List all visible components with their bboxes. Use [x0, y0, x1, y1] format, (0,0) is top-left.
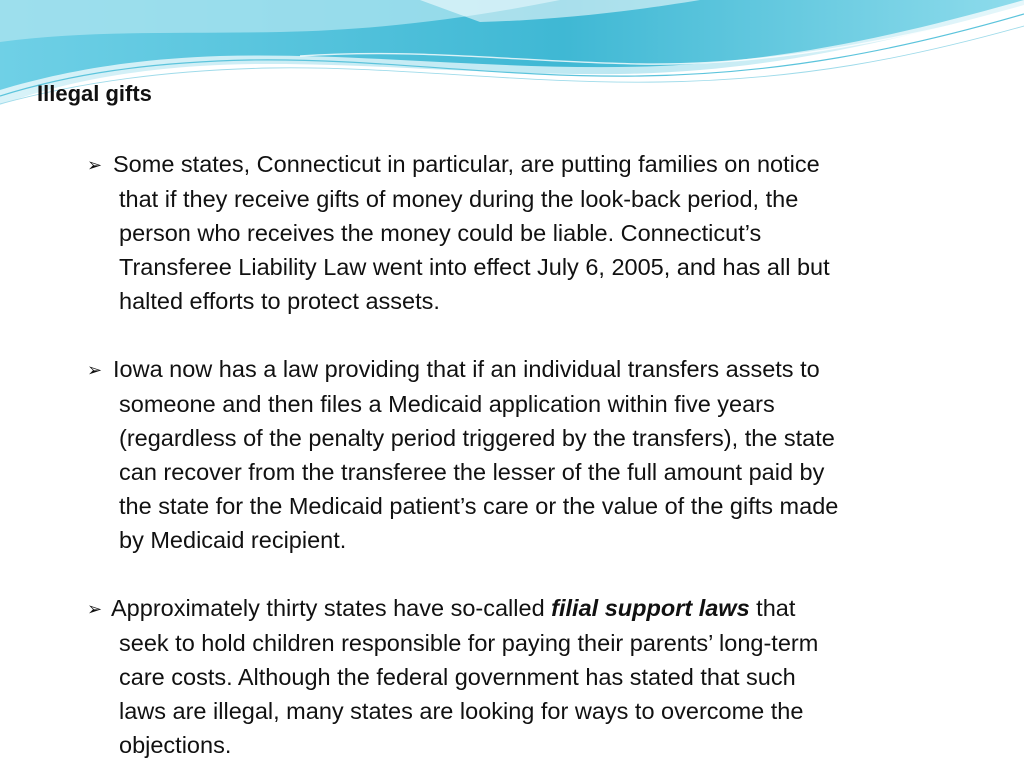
arrow-bullet-icon: ➢ [87, 155, 103, 175]
bullet-iowa [87, 352, 1007, 557]
bullet-text: person who receives the money could be liable. Connecticut’s [119, 220, 762, 246]
bullet-text: that [749, 595, 796, 621]
slide-title: Illegal gifts [37, 81, 152, 106]
header-wave-decoration [0, 0, 1024, 120]
arrow-bullet-icon: ➢ [87, 360, 103, 380]
bullet-text: Some states, Connecticut in particular, are putting families on notice [113, 151, 820, 177]
bullet-text: halted efforts to protect assets. [119, 288, 440, 314]
arrow-bullet-icon: ➢ [87, 599, 103, 619]
bullet-first-line [87, 591, 1007, 626]
bullet-text: someone and then files a Medicaid application within five years [119, 391, 775, 417]
bullet-text: Transferee Liability Law went into effect July 6, 2005, and has all but [119, 254, 830, 280]
bullet-filial-support [87, 591, 1007, 762]
bullet-text: Approximately thirty states have so-called [111, 595, 552, 621]
bullet-first-line [87, 352, 1007, 387]
bullet-connecticut [87, 147, 1007, 318]
bullet-text: the state for the Medicaid patient’s care or the value of the gifts made [119, 493, 839, 519]
bullet-text: Iowa now has a law providing that if an individual transfers assets to [113, 356, 820, 382]
bullet-text: (regardless of the penalty period triggered by the transfers), the state [119, 425, 835, 451]
bullet-text: seek to hold children responsible for paying their parents’ long-term [119, 630, 819, 656]
bullet-text: that if they receive gifts of money during the look-back period, the [119, 186, 799, 212]
bullet-text: objections. [119, 732, 232, 758]
bullet-text: can recover from the transferee the lesser of the full amount paid by [119, 459, 825, 485]
bullet-first-line [87, 147, 1007, 182]
bullet-text: laws are illegal, many states are looking for ways to overcome the [119, 698, 804, 724]
emphasized-term: filial support laws [551, 595, 750, 621]
bullet-text: by Medicaid recipient. [119, 527, 347, 553]
bullet-text: care costs. Although the federal government has stated that such [119, 664, 796, 690]
